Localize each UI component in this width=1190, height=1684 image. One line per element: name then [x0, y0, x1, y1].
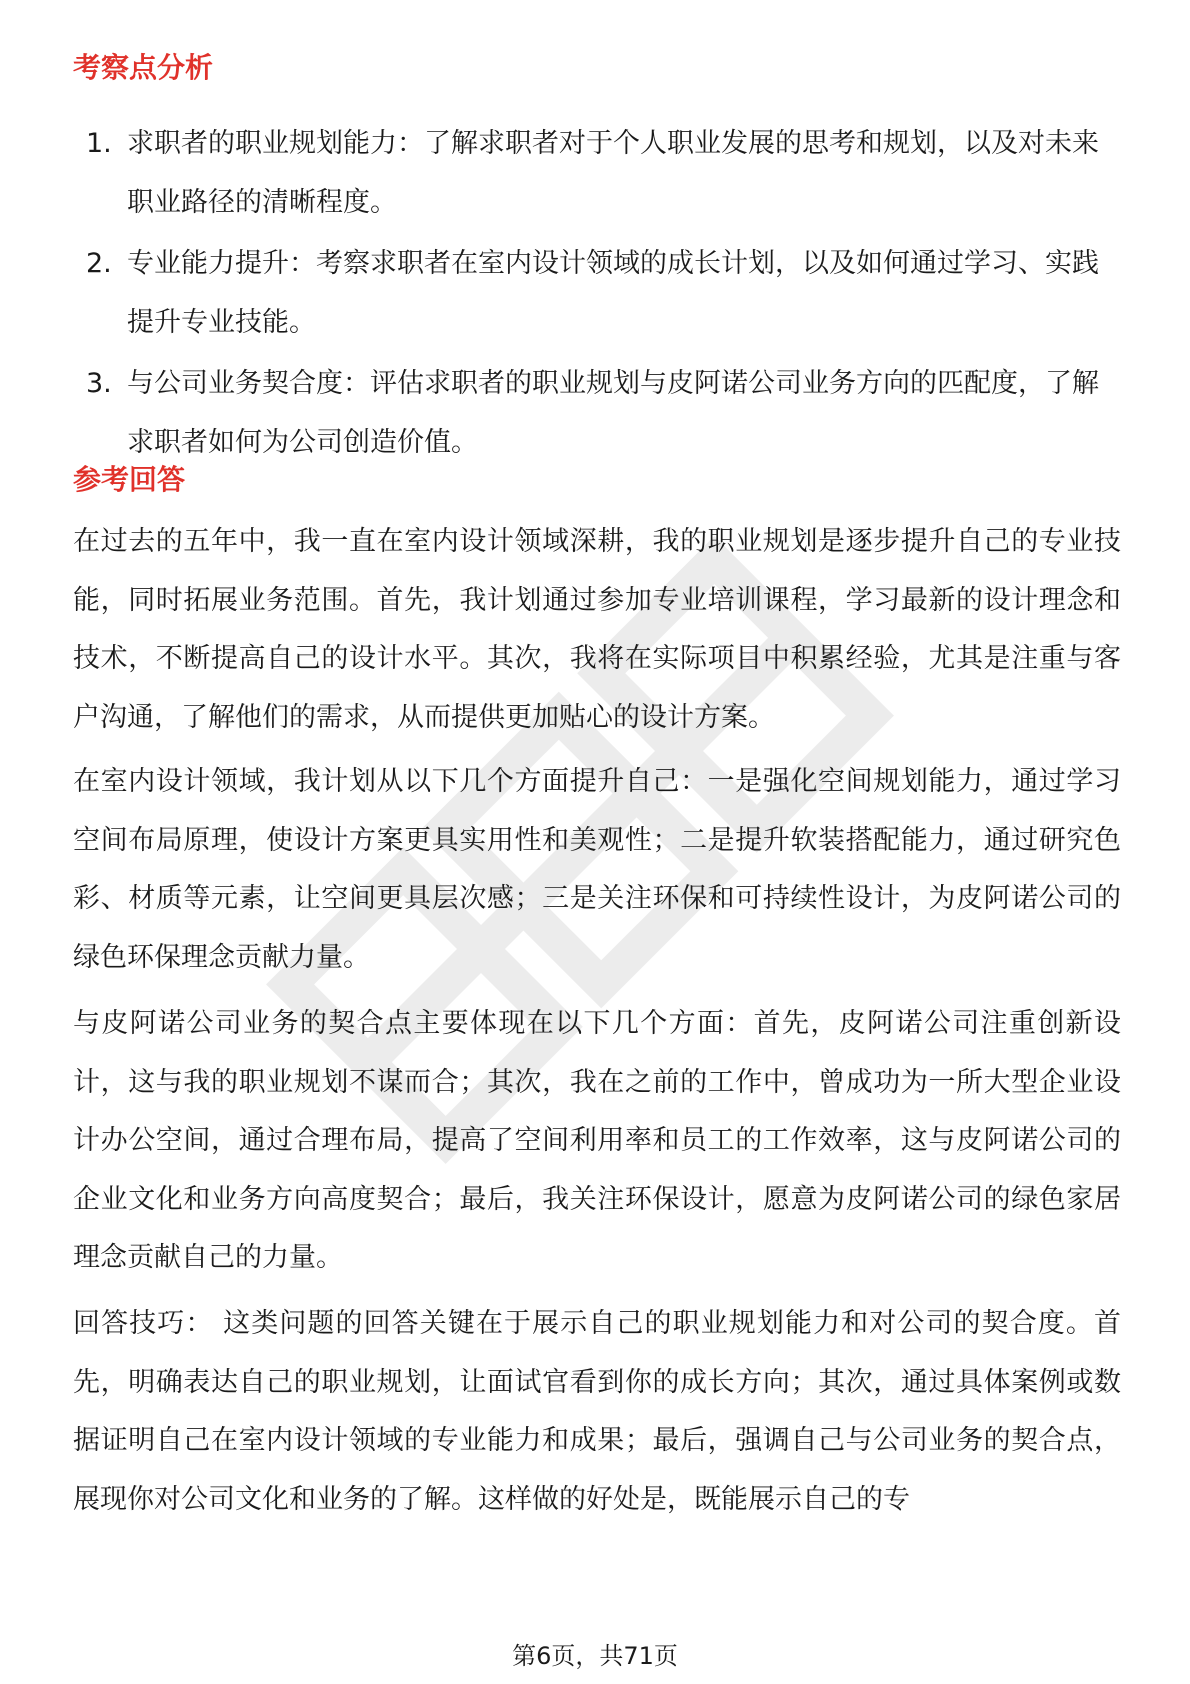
list-item-text: 专业能力提升：考察求职者在室内设计领域的成长计划，以及如何通过学习、实践提升专业技能。: [127, 248, 1099, 338]
list-item: [0, 114, 1190, 232]
answer-tips-paragraph: 回答技巧： 这类问题的回答关键在于展示自己的职业规划能力和对公司的契合度。首先，明确表达自己的职业规划，让面试官看到你的成长方向；其次，通过具体案例或数据证明自己在室内设计领域的专业能力和成果；最后，强调自己与公司业务的契合点，展现你对公司文化和业务的了解。这样做的好处是，既能展示自己的专: [73, 1308, 1121, 1515]
answer-paragraph: 与皮阿诺公司业务的契合点主要体现在以下几个方面：首先，皮阿诺公司注重创新设计，这与我的职业规划不谋而合；其次，我在之前的工作中，曾成功为一所大型企业设计办公空间，通过合理布局，提高了空间利用率和员工的工作效率，这与皮阿诺公司的企业文化和业务方向高度契合；最后，我关注环保设计，愿意为皮阿诺公司的绿色家居理念贡献自己的力量。: [73, 1008, 1121, 1273]
list-item-number: 1.: [86, 128, 112, 159]
answer-paragraph: 在过去的五年中，我一直在室内设计领域深耕，我的职业规划是逐步提升自己的专业技能，同时拓展业务范围。首先，我计划通过参加专业培训课程，学习最新的设计理念和技术，不断提高自己的设计水平。其次，我将在实际项目中积累经验，尤其是注重与客户沟通，了解他们的需求，从而提供更加贴心的设计方案。: [73, 526, 1121, 733]
section-title-reference-answer: 参考回答: [73, 463, 186, 496]
list-item-text: 求职者的职业规划能力：了解求职者对于个人职业发展的思考和规划，以及对未来职业路径的清晰程度。: [127, 128, 1099, 218]
list-item-number: 2.: [86, 248, 112, 279]
analysis-list: [0, 114, 1190, 474]
list-item: [0, 354, 1190, 472]
list-item: [0, 234, 1190, 352]
list-item-number: 3.: [86, 368, 112, 399]
answer-paragraph: 在室内设计领域，我计划从以下几个方面提升自己：一是强化空间规划能力，通过学习空间布局原理，使设计方案更具实用性和美观性；二是提升软装搭配能力，通过研究色彩、材质等元素，让空间更具层次感；三是关注环保和可持续性设计，为皮阿诺公司的绿色环保理念贡献力量。: [73, 766, 1121, 973]
section-title-analysis: 考察点分析: [73, 51, 214, 84]
list-item-text: 与公司业务契合度：评估求职者的职业规划与皮阿诺公司业务方向的匹配度，了解求职者如何为公司创造价值。: [127, 368, 1099, 458]
page-number: 第6页，共71页: [512, 1642, 678, 1670]
